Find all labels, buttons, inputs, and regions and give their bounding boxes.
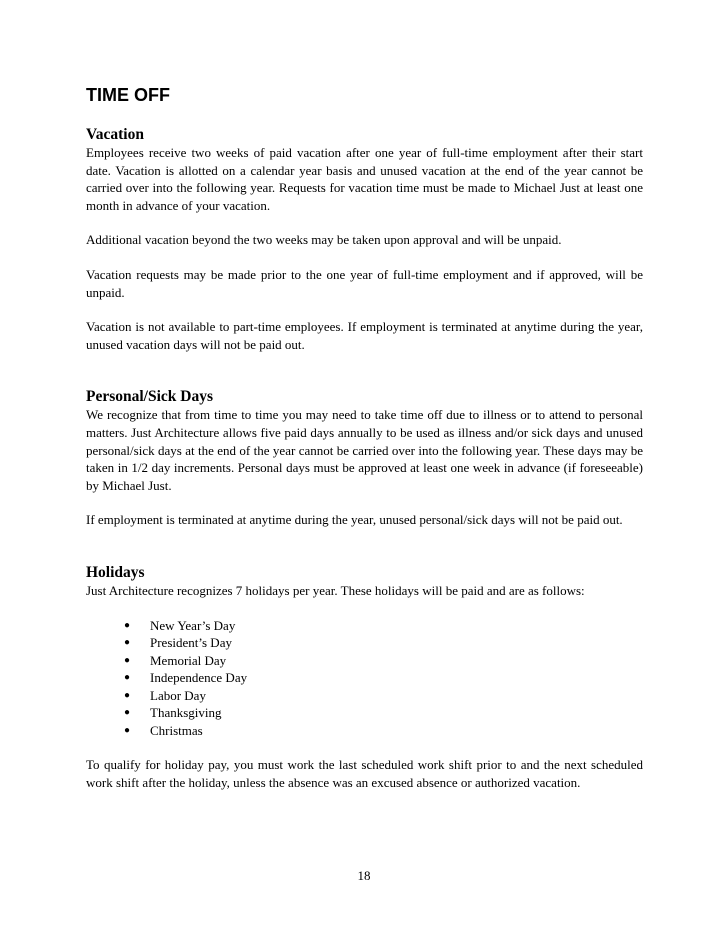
list-item (124, 687, 643, 705)
list-item (124, 617, 643, 635)
document-page (86, 84, 643, 791)
bullet-icon: ● (124, 707, 131, 718)
vacation-paragraph-3: Vacation requests may be made prior to the one year of full-time employment and if approved, will be unpaid. (86, 266, 643, 300)
holidays-section (86, 564, 643, 791)
personal-sick-heading: Personal/Sick Days (86, 388, 214, 406)
list-item (124, 634, 643, 652)
list-item (124, 704, 643, 722)
vacation-section (86, 126, 643, 353)
bullet-icon: ● (124, 724, 131, 736)
holidays-closing: To qualify for holiday pay, you must work the last scheduled work shift prior to and the next scheduled work shift after the holiday, unless the absence was an excused absence or authorized vacation. (86, 757, 643, 790)
list-item (124, 669, 643, 687)
personal-sick-paragraph-1: We recognize that from time to time you may need to take time off due to illness or to attend to personal matters. Just Architecture allows five paid days annually to be used as illness and/or sick days and unused personal/sick days at the end of the year cannot be carried over into the following year. These days may be taken in 1/2 day increments. Personal days must be approved at least one week in advance (if foreseeable) by Michael Just. (86, 407, 643, 493)
holiday-list (86, 617, 643, 740)
page-title: TIME OFF (86, 85, 170, 105)
bullet-icon: ● (124, 689, 131, 701)
bullet-icon: ● (124, 654, 131, 666)
holiday-name: New Year’s Day (150, 617, 236, 633)
holidays-heading: Holidays (86, 563, 145, 581)
vacation-paragraph-4: Vacation is not available to part-time employees. If employment is terminated at anytime during the year, unused vacation days will not be paid out. (86, 319, 643, 352)
vacation-heading: Vacation (86, 126, 144, 143)
bullet-icon: ● (124, 619, 131, 631)
list-item (124, 722, 643, 740)
personal-sick-section (86, 388, 643, 529)
holidays-intro: Just Architecture recognizes 7 holidays per year. These holidays will be paid and are as follows: (86, 582, 585, 598)
vacation-paragraph-1: Employees receive two weeks of paid vacation after one year of full-time employment after their start date. Vacation is allotted on a calendar year basis and unused vacation at the end of the year cannot be carried over into the following year. Requests for vacation time must be made to Michael Just at least one month in advance of your vacation. (86, 145, 643, 213)
holiday-name: Independence Day (150, 670, 248, 685)
personal-sick-paragraph-2: If employment is terminated at anytime during the year, unused personal/sick days will not be paid out. (86, 512, 623, 528)
holiday-name: Thanksgiving (150, 705, 222, 720)
holiday-name: Memorial Day (150, 652, 227, 668)
list-item (124, 652, 643, 670)
bullet-icon: ● (124, 637, 131, 648)
holiday-name: Christmas (150, 722, 203, 738)
vacation-paragraph-2: Additional vacation beyond the two weeks may be taken upon approval and will be unpaid. (86, 232, 562, 248)
page-number: 18 (357, 868, 371, 883)
holiday-name: President’s Day (150, 635, 232, 650)
bullet-icon: ● (124, 672, 131, 683)
holiday-name: Labor Day (150, 687, 206, 703)
